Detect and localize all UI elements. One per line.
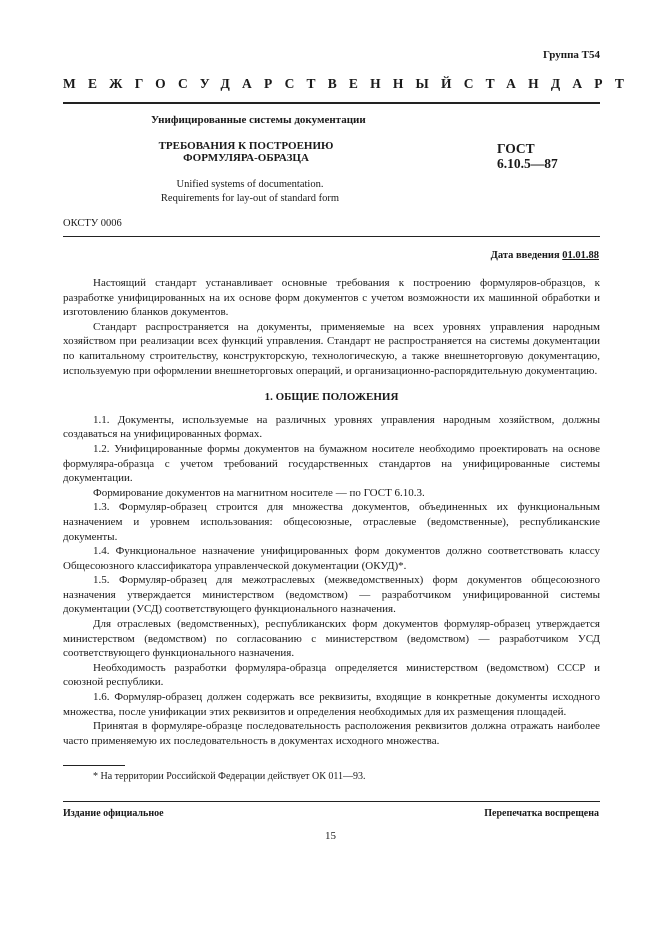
clause-1-6-sequence: Принятая в формуляре-образце последовательность расположения реквизитов должна отражать наиболее часто применяемую их последовательность в документах исходного множества. xyxy=(63,720,600,747)
clause-1-4: 1.4. Функциональное назначение унифицированных форм документов должно соответствовать классу Общесоюзного классификатора управленческой документации (ОКУД)*. xyxy=(63,545,600,572)
official-edition-label: Издание официальное xyxy=(63,808,164,819)
page-number: 15 xyxy=(325,830,336,842)
gost-designation xyxy=(497,141,558,171)
effective-date xyxy=(491,250,599,261)
group-code: Группа Т54 xyxy=(542,49,600,61)
document-title xyxy=(135,140,357,164)
clause-1-2: 1.2. Унифицированные формы документов на бумажном носителе необходимо проектировать на основе формуляра-образца с учетом требований государственных стандартов на унифицированные системы документации. xyxy=(63,442,600,485)
standard-banner xyxy=(63,76,637,92)
title-line-1: ТРЕБОВАНИЯ К ПОСТРОЕНИЮ xyxy=(158,140,334,152)
gost-label: ГОСТ xyxy=(497,141,535,156)
clause-1-5-branch: Для отраслевых (ведомственных), республиканских форм документов формуляр-образец утверждается министерством (ведомством) по согласованию с министерством (ведомством) — разработчиком УСД соответствующего функционального назначения. xyxy=(63,618,600,660)
oksty-code: ОКСТУ 0006 xyxy=(63,218,122,229)
clause-1-6: 1.6. Формуляр-образец должен содержать все реквизиты, входящие в конкретные документы исходного множества, после унификации этих реквизитов и определения необходимых для их размещения площадей. xyxy=(63,691,600,718)
bottom-divider xyxy=(63,801,600,802)
clause-1-3: 1.3. Формуляр-образец строится для множества документов, объединенных их функциональным назначением и уровнем использования: общесоюзные, отраслевые (ведомственные), республиканские документы. xyxy=(63,501,600,543)
intro-paragraph-1: Настоящий стандарт устанавливает основные требования к построению формуляров-образцов, к разработке унифицированных на их основе форм документов с учетом возможности их машинной обработки и изготовлению бланков документов. xyxy=(63,277,600,319)
banner-word-standard: СТАНДАРТ xyxy=(463,76,637,91)
clause-1-5: 1.5. Формуляр-образец для межотраслевых (межведомственных) форм документов общесоюзного назначения утверждается министерством (ведомством) — разработчиком унифицированной системы документации (УСД) соответствующего функционального назначения. xyxy=(63,574,600,616)
banner-word-interstate: МЕЖГОСУДАРСТВЕННЫЙ xyxy=(63,76,464,91)
effective-date-label: Дата введения xyxy=(490,250,560,261)
middle-divider xyxy=(63,236,600,237)
document-body xyxy=(63,276,600,748)
reprint-prohibited-label: Перепечатка воспрещена xyxy=(484,808,599,819)
footnote: * На территории Российской Федерации действует ОК 011—93. xyxy=(93,771,366,782)
clause-1-2-magnetic: Формирование документов на магнитном носителе — по ГОСТ 6.10.3. xyxy=(93,486,425,499)
top-divider xyxy=(63,102,600,104)
intro-paragraph-2: Стандарт распространяется на документы, применяемые на всех уровнях управления народным хозяйством при реализации всех функций управления. Стандарт не распространяется на системы документации по капитальному строительству, конструкторскую, технологическую, а также внешнеторговую документацию, используемую при оформлении внешнеторговых операций, и организационно-распорядительную документацию. xyxy=(63,320,600,377)
english-title-line-2: Requirements for lay-out of standard form xyxy=(160,193,340,204)
english-title xyxy=(120,178,380,206)
gost-number: 6.10.5—87 xyxy=(497,156,558,171)
clause-1-5-necessity: Необходимость разработки формуляра-образца определяется министерством (ведомством) СССР и союзной республики. xyxy=(63,661,600,689)
footnote-divider xyxy=(63,765,125,766)
effective-date-value: 01.01.88 xyxy=(562,250,599,261)
series-title: Унифицированные системы документации xyxy=(151,114,366,126)
clause-1-1: 1.1. Документы, используемые на различных уровнях управления народным хозяйством, должны создаваться на унифицированных формах. xyxy=(63,413,600,441)
english-title-line-1: Unified systems of documentation. xyxy=(176,179,324,190)
title-line-2: ФОРМУЛЯРА-ОБРАЗЦА xyxy=(183,152,309,164)
section-heading: 1. ОБЩИЕ ПОЛОЖЕНИЯ xyxy=(264,391,399,404)
